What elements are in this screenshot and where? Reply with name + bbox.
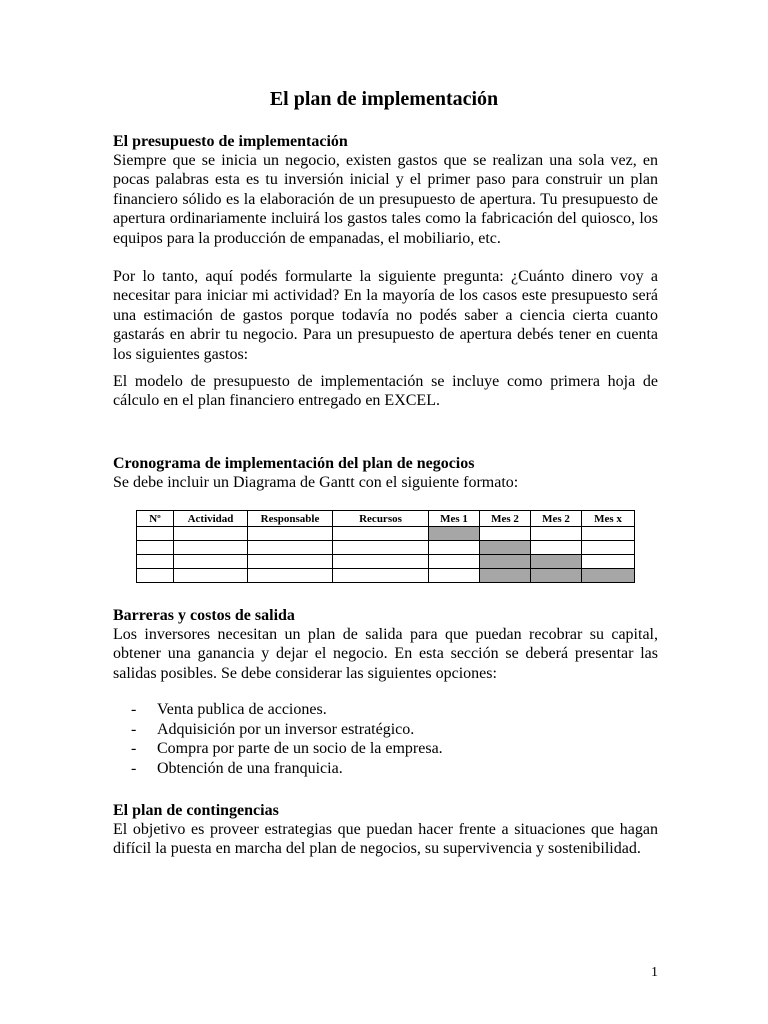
gantt-cell: [333, 569, 429, 583]
gantt-cell: [333, 541, 429, 555]
gantt-cell: [137, 569, 174, 583]
gantt-cell: [429, 555, 480, 569]
dash-bullet: -: [131, 759, 137, 777]
gantt-cell: [174, 569, 248, 583]
gantt-shaded-cell: [531, 569, 582, 583]
gantt-header-cell: Actividad: [174, 511, 248, 527]
list-item: - Compra por parte de un socio de la empresa.: [131, 740, 443, 758]
gantt-table: [136, 510, 635, 583]
page-number: 1: [651, 965, 658, 980]
gantt-header-cell: Mes x: [582, 511, 635, 527]
gantt-cell: [137, 555, 174, 569]
gantt-row: [137, 541, 635, 555]
gantt-header-cell: Responsable: [248, 511, 333, 527]
gantt-cell: [248, 541, 333, 555]
gantt-header-cell: Nº: [137, 511, 174, 527]
list-item: - Venta publica de acciones.: [131, 701, 327, 719]
dash-bullet: -: [131, 740, 137, 758]
paragraph: Se debe incluir un Diagrama de Gantt con el siguiente formato:: [113, 474, 519, 491]
gantt-row: [137, 527, 635, 541]
list-item: - Adquisición por un inversor estratégico.: [131, 720, 415, 738]
gantt-cell: [248, 527, 333, 541]
gantt-cell: [248, 569, 333, 583]
paragraph: Siempre que se inicia un negocio, existen gastos que se realizan una sola vez, en pocas palabras esta es tu inversión inicial y el primer paso para construir un plan financiero sólido es la elaboración de un presupuesto de apertura. Tu presupuesto de apertura ordinariamente incluirá los gastos tales como la fabricación del quiosco, los equipos para la producción de empanadas, el mobiliario, etc.: [113, 152, 658, 247]
gantt-cell: [333, 555, 429, 569]
section-heading: El presupuesto de implementación: [113, 133, 348, 150]
gantt-header-cell: Mes 1: [429, 511, 480, 527]
gantt-cell: [582, 555, 635, 569]
gantt-cell: [248, 555, 333, 569]
gantt-cell: [174, 527, 248, 541]
section-presupuesto: [113, 132, 658, 411]
gantt-cell: [582, 541, 635, 555]
gantt-cell: [582, 527, 635, 541]
gantt-header-row: [137, 511, 635, 527]
gantt-shaded-cell: [582, 569, 635, 583]
gantt-row: [137, 555, 635, 569]
gantt-shaded-cell: [429, 527, 480, 541]
dash-bullet: -: [131, 701, 137, 719]
gantt-row: [137, 569, 635, 583]
section-barreras: [113, 606, 658, 778]
gantt-cell: [137, 541, 174, 555]
gantt-cell: [480, 527, 531, 541]
page-title: El plan de implementación: [269, 88, 499, 110]
paragraph: Los inversores necesitan un plan de salida para que puedan recobrar su capital, obtener una ganancia y dejar el negocio. En esta sección se deberá presentar las salidas posibles. Se debe considerar las siguientes opciones:: [113, 626, 658, 682]
gantt-cell: [137, 527, 174, 541]
gantt-cell: [429, 541, 480, 555]
gantt-shaded-cell: [480, 569, 531, 583]
paragraph: Por lo tanto, aquí podés formularte la siguiente pregunta: ¿Cuánto dinero voy a necesitar para iniciar mi actividad? En la mayoría de los casos este presupuesto será una estimación de gastos porque todavía no podés saber a ciencia cierta cuanto gastarás en abrir tu negocio. Para un presupuesto de apertura debés tener en cuenta los siguientes gastos:: [113, 268, 658, 363]
dash-bullet: -: [131, 720, 137, 738]
gantt-shaded-cell: [480, 555, 531, 569]
gantt-cell: [429, 569, 480, 583]
exit-options-list: [113, 700, 658, 778]
gantt-cell: [174, 555, 248, 569]
section-contingencias: [113, 801, 658, 859]
gantt-header-cell: Mes 2: [480, 511, 531, 527]
section-heading: Barreras y costos de salida: [113, 607, 295, 624]
section-cronograma: [113, 454, 658, 492]
gantt-shaded-cell: [531, 555, 582, 569]
section-heading: El plan de contingencias: [113, 802, 279, 819]
gantt-header-cell: Recursos: [333, 511, 429, 527]
paragraph: El objetivo es proveer estrategias que puedan hacer frente a situaciones que hagan difícil la puesta en marcha del plan de negocios, su supervivencia y sostenibilidad.: [113, 821, 658, 858]
gantt-cell: [333, 527, 429, 541]
section-heading: Cronograma de implementación del plan de negocios: [113, 455, 475, 472]
gantt-cell: [531, 541, 582, 555]
list-item: - Obtención de una franquicia.: [131, 759, 343, 777]
paragraph: El modelo de presupuesto de implementación se incluye como primera hoja de cálculo en el plan financiero entregado en EXCEL.: [113, 373, 658, 410]
gantt-header-cell: Mes 2: [531, 511, 582, 527]
gantt-cell: [531, 527, 582, 541]
gantt-shaded-cell: [480, 541, 531, 555]
gantt-body: [137, 527, 635, 583]
gantt-cell: [174, 541, 248, 555]
